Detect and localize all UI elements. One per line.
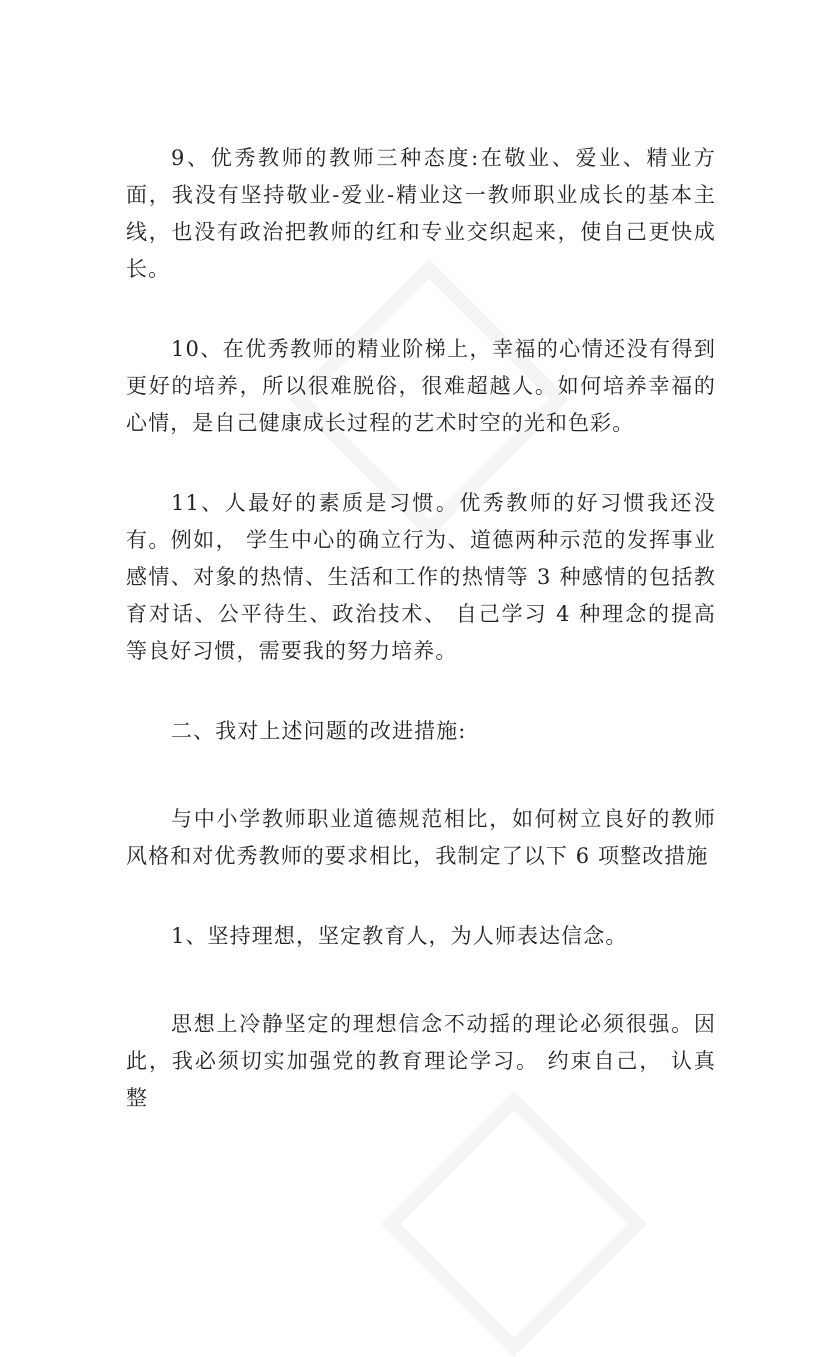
paragraph-spacer bbox=[126, 955, 716, 1006]
paragraph-spacer bbox=[126, 750, 716, 801]
document-body bbox=[126, 140, 716, 1117]
measure-heading-1: 1、坚持理想，坚定教育人，为人师表达信念。 bbox=[171, 924, 628, 948]
paragraph-item-10: 10、在优秀教师的精业阶梯上，幸福的心情还没有得到更好的培养，所以很难脱俗，很难超越人。如何培养幸福的心情，是自己健康成长过程的艺术时空的光和色彩。 bbox=[126, 337, 716, 435]
paragraph-intro-measures: 与中小学教师职业道德规范相比，如何树立良好的教师风格和对优秀教师的要求相比，我制定了以下 6 项整改措施 bbox=[126, 807, 716, 868]
section-heading-improvement: 二、我对上述问题的改进措施: bbox=[171, 719, 467, 743]
paragraph-item-11: 11、人最好的素质是习惯。优秀教师的好习惯我还没有。例如， 学生中心的确立行为、道德两种示范的发挥事业感情、对象的热情、生活和工作的热情等 3 种感情的包括教育对话、公平待生、政治技术、 自己学习 4 种理念的提高等良好习惯，需要我的努力培养。 bbox=[126, 491, 716, 663]
measure-body-1: 思想上冷静坚定的理想信念不动摇的理论必须很强。因此，我必须切实加强党的教育理论学习。 约束自己， 认真整 bbox=[126, 1012, 716, 1110]
paragraph-item-9: 9、优秀教师的教师三种态度:在敬业、爱业、精业方面，我没有坚持敬业-爱业-精业这一教师职业成长的基本主线，也没有政治把教师的红和专业交织起来，使自己更快成长。 bbox=[126, 146, 716, 281]
watermark-stamp-bottom bbox=[381, 1091, 647, 1357]
paragraph-spacer bbox=[126, 288, 716, 331]
paragraph-spacer bbox=[126, 670, 716, 713]
paragraph-spacer bbox=[126, 875, 716, 918]
paragraph-spacer bbox=[126, 442, 716, 485]
